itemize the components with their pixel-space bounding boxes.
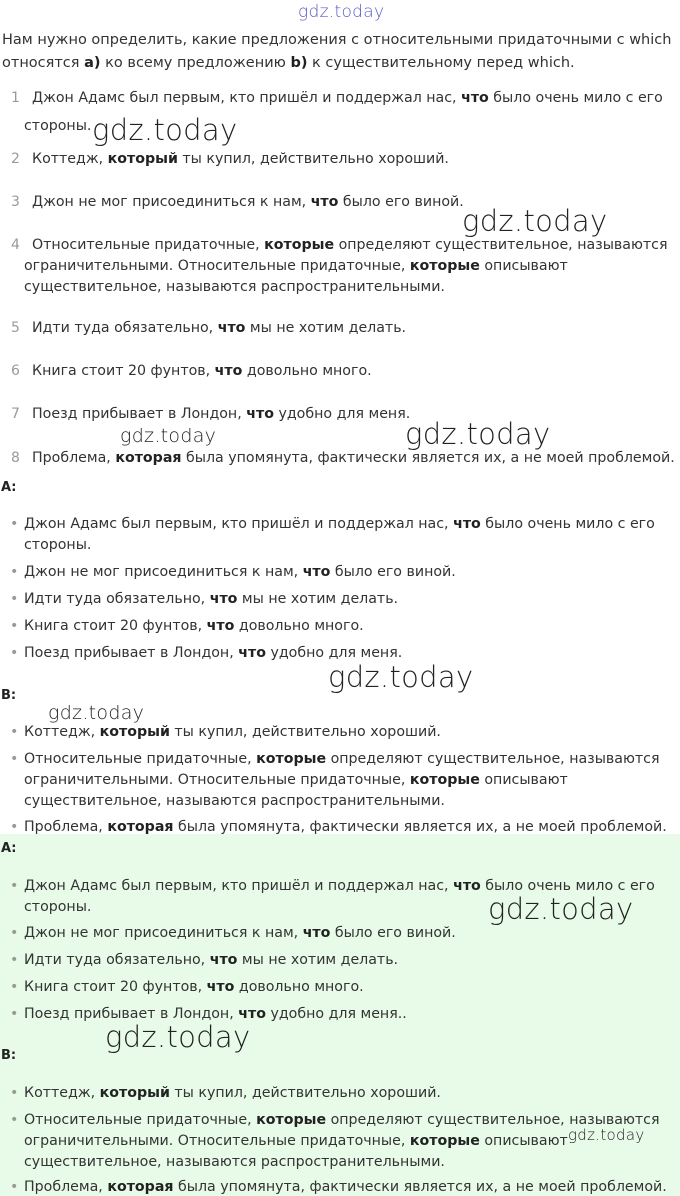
keyword: которые <box>409 258 480 274</box>
watermark: gdz.today <box>568 1126 645 1144</box>
text: была упомянута, фактически является их, а не моей проблемой. <box>173 819 667 835</box>
text: довольно много. <box>242 363 372 379</box>
watermark: gdz.today <box>120 425 217 447</box>
text: определяют существительное, называются <box>326 1112 660 1128</box>
keyword: что <box>238 1006 266 1022</box>
keyword: что <box>453 516 481 532</box>
text: Относительные придаточные, <box>32 237 265 253</box>
text: Идти туда обязательно, <box>32 320 218 336</box>
text: ограничительными. Относительные придаточные, <box>24 772 410 788</box>
keyword: которая <box>107 1179 174 1195</box>
bullet: • <box>10 516 19 532</box>
bullet: • <box>10 751 19 767</box>
bullet: • <box>10 591 19 607</box>
keyword: которая <box>107 819 174 835</box>
text: было очень мило с его <box>480 516 655 532</box>
text: Проблема, <box>24 819 108 835</box>
text: к существительному перед which. <box>307 55 575 71</box>
text: Книга стоит 20 фунтов, <box>24 979 207 995</box>
text: Джон Адамс был первым, кто пришёл и поддержал нас, <box>32 90 462 106</box>
keyword: которые <box>256 751 327 767</box>
text: описывают <box>479 1133 568 1149</box>
text: Поезд прибывает в Лондон, <box>24 1006 239 1022</box>
bullet: • <box>10 1179 19 1195</box>
text: было очень мило с его <box>488 90 663 106</box>
intro-line-2 <box>2 52 680 75</box>
watermark: gdz.today <box>105 1020 251 1054</box>
text: было очень мило с его <box>480 878 655 894</box>
list-number: 6 <box>11 363 20 379</box>
keyword: которые <box>409 772 480 788</box>
text: Коттедж, <box>24 724 100 740</box>
watermark: gdz.today <box>328 660 474 694</box>
watermark-top: gdz.today <box>298 2 385 22</box>
text: Поезд прибывает в Лондон, <box>24 645 239 661</box>
keyword: что <box>302 925 331 941</box>
option-a: a) <box>84 55 101 71</box>
text: Джон не мог присоединиться к нам, <box>24 925 303 941</box>
intro-paragraph <box>2 29 680 75</box>
bullet: • <box>10 1085 19 1101</box>
text: ты купил, действительно хороший. <box>177 151 449 167</box>
text: мы не хотим делать. <box>245 320 407 336</box>
text: Джон Адамс был первым, кто пришёл и поддержал нас, <box>24 516 454 532</box>
keyword: который <box>107 151 178 167</box>
text: было его виной. <box>338 194 464 210</box>
text: мы не хотим делать. <box>237 952 399 968</box>
keyword: что <box>209 952 238 968</box>
text: стороны. <box>24 537 92 553</box>
text: Проблема, <box>24 1179 108 1195</box>
keyword: что <box>310 194 339 210</box>
text: описывают <box>479 772 568 788</box>
bullet: • <box>10 819 19 835</box>
text: существительное, называются распространительными. <box>24 1154 445 1170</box>
keyword: что <box>214 363 243 379</box>
text: стороны. <box>24 118 92 134</box>
keyword: который <box>99 724 170 740</box>
text: существительное, называются распространительными. <box>24 279 445 295</box>
keyword: что <box>206 618 235 634</box>
text: Относительные придаточные, <box>24 751 257 767</box>
text: Коттедж, <box>32 151 108 167</box>
keyword: что <box>246 406 274 422</box>
option-b: b) <box>290 55 308 71</box>
bullet: • <box>10 878 19 894</box>
watermark: gdz.today <box>92 113 238 147</box>
text: довольно много. <box>234 618 364 634</box>
bullet: • <box>10 925 19 941</box>
keyword: что <box>238 645 266 661</box>
keyword: который <box>99 1085 170 1101</box>
section-label-b: B: <box>1 1048 17 1063</box>
keyword: которые <box>256 1112 327 1128</box>
keyword: что <box>453 878 481 894</box>
text: описывают <box>479 258 568 274</box>
bullet: • <box>10 1112 19 1128</box>
text: ты купил, действительно хороший. <box>169 1085 441 1101</box>
text: определяют существительное, называются <box>334 237 668 253</box>
list-number: 5 <box>11 320 20 336</box>
keyword: что <box>302 564 331 580</box>
bullet: • <box>10 952 19 968</box>
text: стороны. <box>24 899 92 915</box>
keyword: что <box>209 591 238 607</box>
keyword: которая <box>115 450 182 466</box>
text: удобно для меня. <box>273 406 411 422</box>
list-number: 1 <box>11 90 20 106</box>
list-number: 3 <box>11 194 20 210</box>
text: ограничительными. Относительные придаточные, <box>24 258 410 274</box>
text: была упомянута, фактически является их, а не моей проблемой. <box>173 1179 667 1195</box>
text: было его виной. <box>330 564 456 580</box>
bullet: • <box>10 645 19 661</box>
watermark: gdz.today <box>488 892 634 926</box>
bullet: • <box>10 724 19 740</box>
text: относятся <box>2 55 85 71</box>
keyword: которые <box>409 1133 480 1149</box>
text: Джон не мог присоединиться к нам, <box>32 194 311 210</box>
text: определяют существительное, называются <box>326 751 660 767</box>
text: было его виной. <box>330 925 456 941</box>
text: Коттедж, <box>24 1085 100 1101</box>
text: Джон Адамс был первым, кто пришёл и поддержал нас, <box>24 878 454 894</box>
section-label-a: A: <box>1 480 17 495</box>
text: Книга стоит 20 фунтов, <box>32 363 215 379</box>
intro-line-1: Нам нужно определить, какие предложения с относительными придаточными с which <box>2 32 672 48</box>
text: ты купил, действительно хороший. <box>169 724 441 740</box>
section-label-a: A: <box>1 841 17 856</box>
text: ко всему предложению <box>100 55 291 71</box>
keyword: что <box>461 90 489 106</box>
text: Книга стоит 20 фунтов, <box>24 618 207 634</box>
section-label-b: B: <box>1 688 17 703</box>
watermark: gdz.today <box>48 702 145 724</box>
bullet: • <box>10 618 19 634</box>
list-number: 2 <box>11 151 20 167</box>
text: была упомянута, фактически является их, а не моей проблемой. <box>181 450 675 466</box>
text: существительное, называются распространительными. <box>24 793 445 809</box>
text: удобно для меня.. <box>265 1006 407 1022</box>
bullet: • <box>10 1006 19 1022</box>
text: ограничительными. Относительные придаточные, <box>24 1133 410 1149</box>
text: Идти туда обязательно, <box>24 591 210 607</box>
text: Относительные придаточные, <box>24 1112 257 1128</box>
list-number: 7 <box>11 406 20 422</box>
text: удобно для меня. <box>265 645 403 661</box>
watermark: gdz.today <box>462 204 608 238</box>
keyword: что <box>217 320 246 336</box>
list-number: 8 <box>11 450 20 466</box>
bullet: • <box>10 564 19 580</box>
watermark: gdz.today <box>405 417 551 451</box>
text: довольно много. <box>234 979 364 995</box>
text: Идти туда обязательно, <box>24 952 210 968</box>
keyword: которые <box>264 237 335 253</box>
list-number: 4 <box>11 237 20 253</box>
text: Поезд прибывает в Лондон, <box>32 406 247 422</box>
keyword: что <box>206 979 235 995</box>
text: мы не хотим делать. <box>237 591 399 607</box>
text: Проблема, <box>32 450 116 466</box>
text: Джон не мог присоединиться к нам, <box>24 564 303 580</box>
bullet: • <box>10 979 19 995</box>
